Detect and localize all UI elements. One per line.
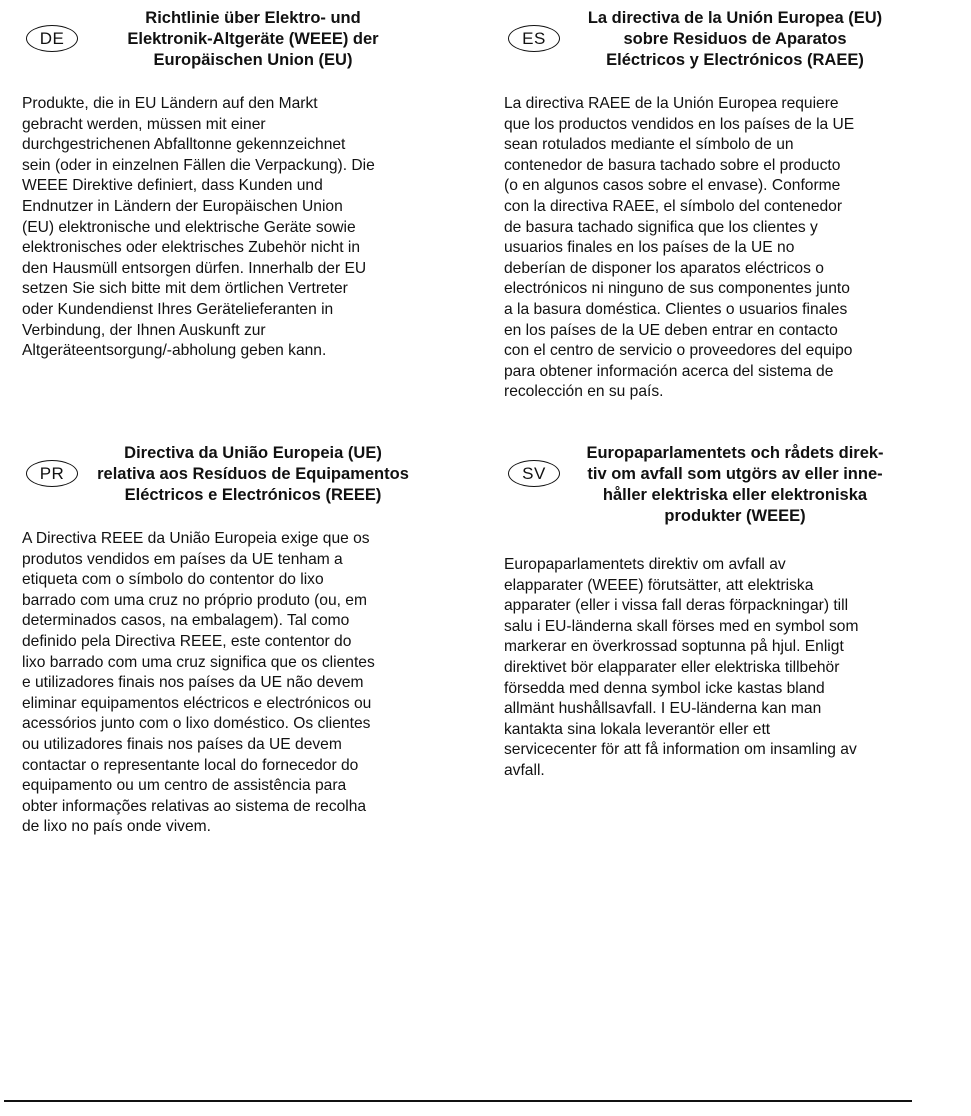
text-line: Eléctricos e Electrónicos (REEE) <box>124 486 382 504</box>
text-line: con la directiva RAEE, el símbolo del contenedor <box>504 197 843 215</box>
text-line: contactar o representante local do fornecedor do <box>22 756 359 774</box>
text-line: obter informações relativas ao sistema de recolha <box>22 797 367 815</box>
text-line: produkter (WEEE) <box>664 507 806 525</box>
text-line: tiv om avfall som utgörs av eller inne- <box>587 465 883 483</box>
text-line: Altgeräteentsorgung/-abholung geben kann. <box>22 342 327 360</box>
text-line: con el centro de servicio o proveedores del equipo <box>504 342 853 360</box>
text-line: sein (oder in einzelnen Fällen die Verpackung). Die <box>22 156 375 174</box>
language-badge-sv: SV <box>508 460 560 487</box>
text-line: eliminar equipamentos eléctricos e electrónicos ou <box>22 694 372 712</box>
text-line: avfall. <box>504 761 545 779</box>
language-badge-es: ES <box>508 25 560 52</box>
text-line: salu i EU-länderna skall förses med en symbol som <box>504 617 859 635</box>
section-es-title <box>576 8 894 71</box>
text-line: definido pela Directiva REEE, este contentor do <box>22 632 352 650</box>
text-line: barrado com uma cruz no próprio produto (ou, em <box>22 591 367 609</box>
text-line: oder Kundendienst Ihres Gerätelieferanten in <box>22 300 334 318</box>
text-line: La directiva RAEE de la Unión Europea requiere <box>504 95 839 112</box>
text-line: Eléctricos y Electrónicos (RAEE) <box>606 51 864 69</box>
text-line: usuarios finales en los países de la UE no <box>504 239 795 257</box>
section-pr-body <box>22 529 472 838</box>
text-line: produtos vendidos em países da UE tenham a <box>22 550 343 568</box>
text-line: Richtlinie über Elektro- und <box>145 9 361 27</box>
footer-rule <box>4 1100 912 1102</box>
section-es-body <box>504 94 954 403</box>
text-line: apparater (eller i vissa fall deras förpackningar) till <box>504 597 849 615</box>
text-line: Directiva da União Europeia (UE) <box>124 444 382 462</box>
text-line: La directiva de la Unión Europea (EU) <box>587 9 883 27</box>
text-line: elapparater (WEEE) förutsätter, att elektriska <box>504 576 814 594</box>
text-line: relativa aos Resíduos de Equipamentos <box>97 465 409 483</box>
text-line: försedda med denna symbol icke kastas bland <box>504 679 825 697</box>
text-line: A Directiva REEE da União Europeia exige que os <box>22 530 370 547</box>
text-line: Verbindung, der Ihnen Auskunft zur <box>22 321 266 339</box>
text-line: elektronisches oder elektrisches Zubehör nicht in <box>22 239 361 257</box>
text-line: a la basura doméstica. Clientes o usuarios finales <box>504 300 848 318</box>
text-line: Elektronik-Altgeräte (WEEE) der <box>127 30 379 48</box>
text-line: lixo barrado com uma cruz significa que os clientes <box>22 653 375 671</box>
text-line: recolección en su país. <box>504 383 664 401</box>
text-line: que los productos vendidos en los países de la UE <box>504 115 855 133</box>
section-de-body <box>22 94 472 362</box>
section-de-title <box>94 8 412 71</box>
text-line: determinados casos, na embalagem). Tal como <box>22 612 350 630</box>
text-line: durchgestrichenen Abfalltonne gekennzeichnet <box>22 136 346 154</box>
text-line: allmänt hushållsavfall. I EU-länderna kan man <box>504 700 822 718</box>
text-line: den Hausmüll entsorgen dürfen. Innerhalb der EU <box>22 259 367 277</box>
text-line: gebracht werden, müssen mit einer <box>22 115 266 133</box>
text-line: de basura tachado significa que los clientes y <box>504 218 818 236</box>
section-sv-body <box>504 555 954 782</box>
section-sv-header <box>504 443 954 527</box>
text-line: electrónicos ni ninguno de sus componentes junto <box>504 280 850 298</box>
section-es <box>504 8 954 403</box>
section-sv <box>504 443 954 782</box>
text-line: Produkte, die in EU Ländern auf den Markt <box>22 95 318 112</box>
section-pr-header <box>22 443 472 515</box>
text-line: Europaparlamentets och rådets direk- <box>586 444 884 462</box>
text-line: etiqueta com o símbolo do contentor do lixo <box>22 571 324 589</box>
text-line: (o en algunos casos sobre el envase). Conforme <box>504 177 841 195</box>
section-de-header <box>22 8 472 80</box>
text-line: kantakta sina lokala leverantör eller ett <box>504 720 771 738</box>
text-line: WEEE Direktive definiert, dass Kunden und <box>22 177 323 195</box>
section-sv-title <box>576 443 894 527</box>
text-line: equipamento ou um centro de assistência para <box>22 777 347 795</box>
text-line: Europaparlamentets direktiv om avfall av <box>504 556 786 573</box>
text-line: ou utilizadores finais nos países da UE devem <box>22 735 342 753</box>
text-line: de lixo no país onde vivem. <box>22 818 211 836</box>
text-line: deberían de disponer los aparatos eléctricos o <box>504 259 824 277</box>
text-line: Endnutzer in Ländern der Europäischen Union <box>22 197 343 215</box>
section-pr <box>22 443 472 838</box>
language-badge-de: DE <box>26 25 78 52</box>
section-de <box>22 8 472 362</box>
text-line: markerar en överkrossad soptunna på hjul. Enligt <box>504 638 844 656</box>
text-line: sean rotulados mediante el símbolo de un <box>504 136 794 154</box>
text-line: en los países de la UE deben entrar en contacto <box>504 321 838 339</box>
section-pr-title <box>94 443 412 506</box>
text-line: håller elektriska eller elektroniska <box>602 486 868 504</box>
text-line: servicecenter för att få information om insamling av <box>504 741 857 759</box>
text-line: Europäischen Union (EU) <box>153 51 353 69</box>
text-line: setzen Sie sich bitte mit dem örtlichen Vertreter <box>22 280 348 298</box>
text-line: para obtener información acerca del sistema de <box>504 362 834 380</box>
section-es-header <box>504 8 954 80</box>
text-line: (EU) elektronische und elektrische Geräte sowie <box>22 218 356 236</box>
language-badge-pr: PR <box>26 460 78 487</box>
text-line: direktivet bör elapparater eller elektriska tillbehör <box>504 658 840 676</box>
text-line: acessórios junto com o lixo doméstico. Os clientes <box>22 715 371 733</box>
text-line: sobre Residuos de Aparatos <box>623 30 847 48</box>
text-line: e utilizadores finais nos países da UE não devem <box>22 674 364 692</box>
text-line: contenedor de basura tachado sobre el producto <box>504 156 841 174</box>
